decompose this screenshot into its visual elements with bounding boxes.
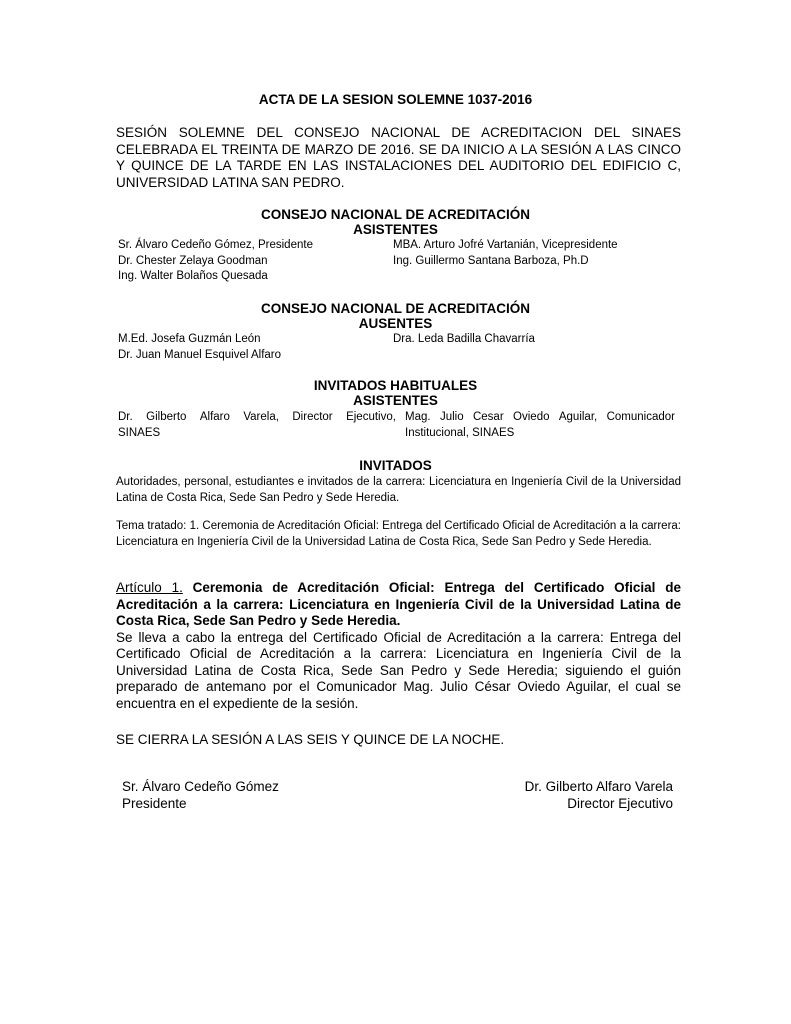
member-name: Dr. Chester Zelaya Goodman (118, 254, 268, 267)
member-name: Ing. Walter Bolaños Quesada (118, 270, 268, 282)
guest-org: SINAES (118, 426, 161, 439)
regular-guest-right (405, 410, 675, 441)
council-present-left-list (118, 238, 313, 285)
signature-president (122, 778, 279, 812)
member-name: Sr. Álvaro Cedeño Gómez, Presidente (118, 239, 313, 251)
member-name: MBA. Arturo Jofré Vartanián, Vicepresidente (393, 239, 618, 251)
intro-paragraph: SESIÓN SOLEMNE DEL CONSEJO NACIONAL DE ACREDITACION DEL SINAES CELEBRADA EL TREINTA DE MARZO DE 2016. SE DA INICIO A LA SESIÓN A LAS CINCO Y QUINCE DE LA TARDE EN LAS INSTALACIONES DEL AUDITORIO DEL EDIFICIO C, UNIVERSIDAD LATINA SAN PEDRO. (116, 125, 681, 190)
signatory-role: Presidente (122, 796, 187, 811)
signature-director (525, 778, 673, 812)
article-label: Artículo 1. (116, 580, 183, 595)
topic-paragraph: Tema tratado: 1. Ceremonia de Acreditación Oficial: Entrega del Certificado Oficial de Acreditación a la carrera: Licenciatura en Ingeniería Civil de la Universidad Latina de Costa Rica, Sede San Pedro y Sede Heredia. (116, 520, 681, 548)
guests-heading: INVITADOS (359, 458, 432, 473)
signatory-name: Dr. Gilberto Alfaro Varela (524, 779, 673, 794)
council-present-right-list (393, 238, 618, 269)
council-absent-left-list (118, 332, 281, 363)
regular-guest-left (118, 410, 396, 441)
member-name: Dra. Leda Badilla Chavarría (393, 333, 535, 345)
signatory-role: Director Ejecutivo (567, 796, 673, 811)
member-name: Ing. Guillermo Santana Barboza, Ph.D (393, 254, 589, 267)
regular-guests-heading: INVITADOS HABITUALES (313, 378, 478, 393)
article-section (116, 580, 681, 712)
council-absent-right-list (393, 332, 535, 348)
signatory-name: Sr. Álvaro Cedeño Gómez (122, 779, 279, 794)
closing-statement: SE CIERRA LA SESIÓN A LAS SEIS Y QUINCE DE LA NOCHE. (116, 732, 505, 747)
council-absent-subheading: AUSENTES (358, 316, 433, 331)
council-present-heading: CONSEJO NACIONAL DE ACREDITACIÓN (260, 207, 531, 222)
guest-line-justified: Dr. Gilberto Alfaro Varela, Director Ejecutivo, (118, 411, 396, 423)
document-title: ACTA DE LA SESION SOLEMNE 1037-2016 (258, 92, 533, 107)
guest-line-justified: Mag. Julio Cesar Oviedo Aguilar, Comunicador (405, 411, 675, 423)
regular-guests-subheading: ASISTENTES (353, 393, 438, 408)
guest-org: Institucional, SINAES (405, 426, 515, 439)
article-body: Se lleva a cabo la entrega del Certificado Oficial de Acreditación a la carrera: Entrega del Certificado Oficial de Acreditación a la carrera: Licenciatura en Ingeniería Civil de la Universidad Latina de Costa Rica, Sede San Pedro y Sede Heredia; siguiendo el guión preparado de antemano por el Comunicador Mag. Julio César Oviedo Aguilar, el cual se encuentra en el expediente de la sesión. (116, 629, 681, 711)
council-present-subheading: ASISTENTES (353, 222, 438, 237)
council-absent-heading: CONSEJO NACIONAL DE ACREDITACIÓN (260, 301, 531, 316)
member-name: M.Ed. Josefa Guzmán León (118, 333, 261, 345)
member-name: Dr. Juan Manuel Esquivel Alfaro (118, 348, 282, 361)
guests-paragraph: Autoridades, personal, estudiantes e invitados de la carrera: Licenciatura en Ingeniería Civil de la Universidad Latina de Costa Rica, Sede San Pedro y Sede Heredia. (116, 476, 681, 504)
article-heading: Ceremonia de Acreditación Oficial: Entrega del Certificado Oficial de Acreditación a la carrera: Licenciatura en Ingeniería Civil de la Universidad Latina de Costa Rica, Sede San Pedro y Sede Heredia. (116, 580, 681, 628)
